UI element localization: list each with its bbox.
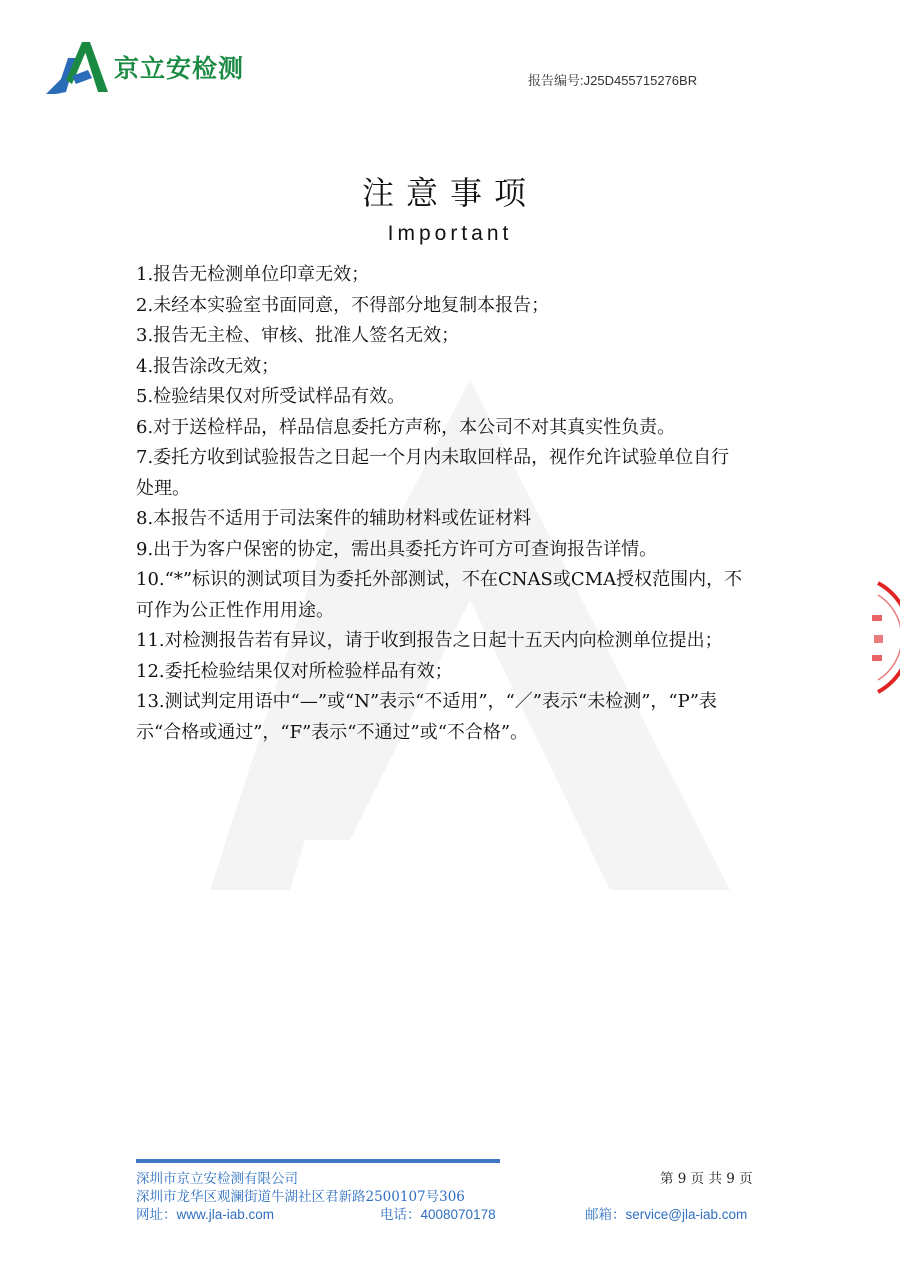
note-item: 13.测试判定用语中“—”或“N”表示“不适用”，“／”表示“未检测”，“P”表示“合格或通过”，“F”表示“不通过”或“不合格”。 [136, 691, 717, 743]
email-link[interactable]: service@jla-iab.com [625, 1207, 748, 1222]
footer-phone [380, 1203, 496, 1223]
page-title: 注意事项 [361, 174, 538, 212]
note-item: 11.对检测报告若有异议，请于收到报告之日起十五天内向检测单位提出； [136, 630, 723, 651]
report-number: 报告编号:J25D455715276BR [528, 73, 698, 88]
note-item: 4.报告涂改无效； [136, 355, 280, 377]
footer-divider [136, 1159, 500, 1163]
note-item: 7.委托方收到试验报告之日起一个月内未取回样品，视作允许试验单位自行处理。 [136, 447, 730, 499]
note-item: 8.本报告不适用于司法案件的辅助材料或佐证材料 [136, 508, 532, 529]
note-item: 2.未经本实验室书面同意，不得部分地复制本报告； [136, 294, 550, 316]
note-item: 1.报告无检测单位印章无效； [136, 264, 370, 285]
footer-email [585, 1203, 747, 1223]
note-item: 6.对于送检样品，样品信息委托方声称，本公司不对其真实性负责。 [136, 416, 676, 438]
email-label: 邮箱： [585, 1207, 626, 1223]
company-logo [42, 36, 244, 98]
logo-text: 京立安检测 [114, 54, 245, 83]
note-item: 12.委托检验结果仅对所检验样品有效； [136, 660, 453, 682]
jla-logo-icon [42, 36, 110, 98]
page-subtitle: Important [387, 222, 513, 245]
footer-company: 深圳市京立安检测有限公司 [136, 1171, 298, 1187]
website-link[interactable]: www.jla-iab.com [176, 1207, 275, 1222]
phone-number: 4008070178 [420, 1207, 496, 1222]
note-item: 9.出于为客户保密的协定，需出具委托方许可方可查询报告详情。 [136, 538, 658, 560]
note-item: 3.报告无主检、审核、批准人签名无效； [136, 325, 460, 346]
footer-address: 深圳市龙华区观澜街道牛湖社区君新路2500107号306 [136, 1189, 465, 1205]
page-number: 第 9 页 共 9 页 [660, 1171, 753, 1187]
red-seal-stamp [870, 575, 900, 700]
note-item: 10.“*”标识的测试项目为委托外部测试，不在CNAS或CMA授权范围内，不可作为公正性作用用途。 [136, 569, 743, 621]
footer-website [136, 1203, 274, 1223]
notes-list [136, 260, 746, 748]
website-label: 网址： [136, 1207, 177, 1223]
note-item: 5.检验结果仅对所受试样品有效。 [136, 386, 406, 407]
phone-label: 电话： [380, 1207, 421, 1223]
